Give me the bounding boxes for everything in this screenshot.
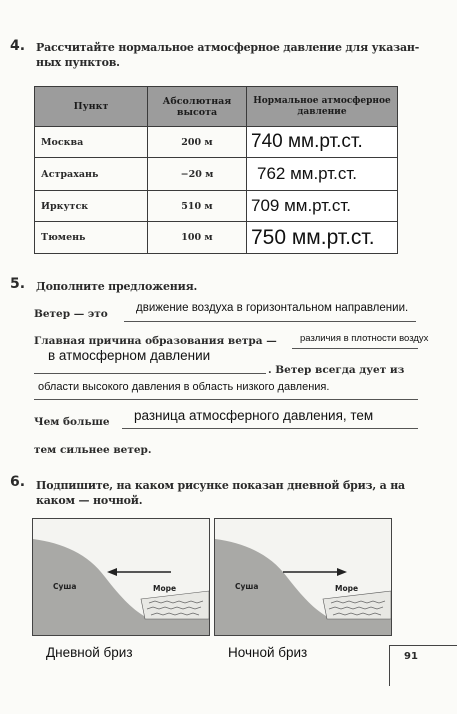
- task4-number: 4.: [10, 38, 26, 54]
- breeze-diagram-1: [33, 519, 209, 635]
- row-place: Иркутск: [35, 191, 148, 222]
- row-place: Тюмень: [35, 222, 148, 254]
- answer-line: [122, 428, 418, 429]
- figure-night-breeze: [214, 518, 392, 636]
- col-pressure: Нормальное атмосферное давление: [247, 87, 398, 127]
- table-row: [35, 127, 398, 158]
- page-number-box: [389, 645, 457, 686]
- wind-arrow-head: [337, 568, 347, 576]
- stronger-wind-label: тем сильнее ветер.: [34, 444, 152, 456]
- land-label: Суша: [235, 582, 259, 591]
- answer-wind-direction: области высокого давления в область низкого давления.: [38, 381, 330, 393]
- row-height: 510 м: [148, 191, 247, 222]
- row-height: 100 м: [148, 222, 247, 254]
- answer-line: [292, 348, 418, 349]
- table-row: [35, 191, 398, 222]
- answer-line: [34, 373, 266, 374]
- page-number: 91: [404, 651, 418, 662]
- row-place: Астрахань: [35, 158, 148, 191]
- row-answer: 740 мм.рт.ст.: [251, 131, 363, 152]
- task5-heading: Дополните предложения.: [36, 280, 198, 293]
- answer-line: [34, 399, 418, 400]
- row-answer: 762 мм.рт.ст.: [257, 164, 358, 183]
- col-height: Абсолютная высота: [148, 87, 247, 127]
- row-height: −20 м: [148, 158, 247, 191]
- task6-heading-line1: Подпишите, на каком рисунке показан дневной бриз, а на: [36, 479, 405, 492]
- task5-number: 5.: [10, 276, 26, 292]
- task6-heading-line2: каком — ночной.: [36, 494, 143, 507]
- answer-wind-definition: движение воздуха в горизонтальном направлении.: [136, 302, 409, 314]
- row-answer: 709 мм.рт.ст.: [251, 196, 352, 215]
- figure-day-breeze: [32, 518, 210, 636]
- pressure-table: [34, 86, 398, 254]
- caption-night-breeze: Ночной бриз: [228, 645, 308, 660]
- row-place: Москва: [35, 127, 148, 158]
- sea-label: Море: [335, 584, 359, 593]
- sea-label: Море: [153, 584, 177, 593]
- breeze-diagram-2: [215, 519, 391, 635]
- task4-heading-line1: Рассчитайте нормальное атмосферное давление для указан-: [36, 41, 420, 54]
- answer-main-reason-part1: различия в плотности воздух: [300, 333, 429, 344]
- row-answer: 750 мм.рт.ст.: [251, 225, 375, 249]
- land-label: Суша: [53, 582, 77, 591]
- task4-heading-line2: ных пунктов.: [36, 56, 120, 69]
- table-row: [35, 222, 398, 254]
- caption-day-breeze: Дневной бриз: [46, 645, 133, 660]
- main-reason-label: Главная причина образования ветра —: [34, 335, 277, 347]
- col-place: Пункт: [35, 87, 148, 127]
- table-row: [35, 158, 398, 191]
- wind-arrow-head: [107, 568, 117, 576]
- the-more-label: Чем больше: [34, 416, 110, 428]
- answer-line: [124, 321, 416, 322]
- task6-number: 6.: [10, 474, 26, 490]
- row-height: 200 м: [148, 127, 247, 158]
- table-header-row: [35, 87, 398, 127]
- wind-is-label: Ветер — это: [34, 308, 108, 320]
- answer-main-reason-part2: в атмосферном давлении: [48, 348, 211, 363]
- answer-pressure-difference: разница атмосферного давления, тем: [134, 408, 374, 423]
- wind-blows-label: . Ветер всегда дует из: [268, 364, 405, 376]
